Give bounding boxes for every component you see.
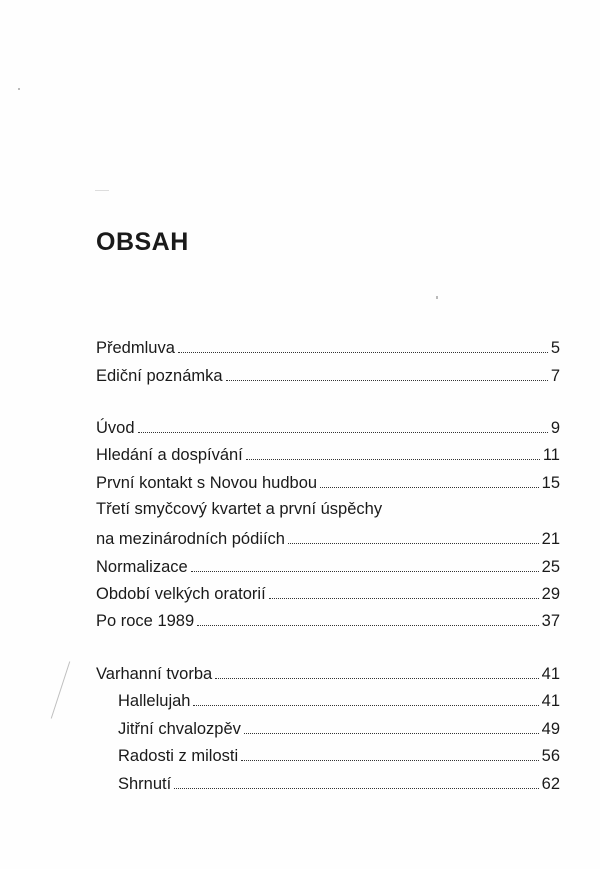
- dot-leader: [269, 598, 539, 599]
- toc-entry-page: 37: [541, 612, 560, 630]
- scan-speck: [436, 296, 438, 299]
- toc-subentry: [118, 744, 560, 766]
- toc-entry: [96, 364, 560, 386]
- toc-entry: [96, 416, 560, 438]
- toc-entry-label-line1: Třetí smyčcový kvartet a první úspěchy: [96, 500, 383, 518]
- toc-entry-page: 5: [550, 339, 560, 357]
- scan-speck: [95, 190, 109, 191]
- scan-speck: [18, 88, 20, 90]
- toc-entry-page: 56: [541, 747, 560, 765]
- toc-subentry: [118, 772, 560, 794]
- toc-entry-label: Období velkých oratorií: [96, 585, 266, 603]
- toc-entry-label: Úvod: [96, 419, 135, 437]
- toc-entry-label: Předmluva: [96, 339, 175, 357]
- dot-leader: [288, 543, 539, 544]
- toc-entry-label-line2: na mezinárodních pódiích: [96, 530, 285, 548]
- dot-leader: [246, 459, 540, 460]
- toc-entry: [96, 336, 560, 358]
- toc-entry-page: 41: [541, 665, 560, 683]
- toc-entry-page: 9: [550, 419, 560, 437]
- dot-leader: [174, 788, 538, 789]
- toc-entry: [96, 609, 560, 631]
- toc-entry-label: Jitřní chvalozpěv: [118, 720, 241, 738]
- scan-speck: [51, 661, 70, 718]
- dot-leader: [191, 571, 539, 572]
- toc-entry-label: Ediční poznámka: [96, 367, 223, 385]
- toc-entry: [96, 471, 560, 493]
- toc-entry: [96, 662, 560, 684]
- toc-entry-label: Varhanní tvorba: [96, 665, 213, 683]
- dot-leader: [197, 625, 538, 626]
- toc-entry-page: 11: [542, 446, 560, 464]
- toc-entry-label: Hallelujah: [118, 692, 191, 710]
- toc-entry: [96, 443, 560, 465]
- toc-entry: [96, 555, 560, 577]
- page-title: OBSAH: [96, 228, 189, 256]
- dot-leader: [320, 487, 539, 488]
- toc-entry-page: 49: [541, 720, 560, 738]
- toc-entry-page: 29: [541, 585, 560, 603]
- toc-entry: [96, 582, 560, 604]
- dot-leader: [178, 352, 548, 353]
- dot-leader: [193, 705, 538, 706]
- toc-entry-label: Normalizace: [96, 558, 188, 576]
- toc-entry: [96, 527, 560, 549]
- toc-entry-page: 25: [541, 558, 560, 576]
- toc-entry-page: 7: [550, 367, 560, 385]
- toc-subentry: [118, 689, 560, 711]
- toc-entry-page: 41: [541, 692, 560, 710]
- toc-entry-label: Po roce 1989: [96, 612, 195, 630]
- dot-leader: [241, 760, 539, 761]
- toc-subentry: [118, 717, 560, 739]
- toc-entry-page: 15: [541, 474, 560, 492]
- dot-leader: [226, 380, 548, 381]
- toc-entry-label: Shrnutí: [118, 775, 172, 793]
- dot-leader: [244, 733, 539, 734]
- toc-entry-label: Radosti z milosti: [118, 747, 239, 765]
- toc-entry-page: 21: [541, 530, 560, 548]
- dot-leader: [138, 432, 548, 433]
- toc-entry-label: První kontakt s Novou hudbou: [96, 474, 318, 492]
- dot-leader: [215, 678, 538, 679]
- toc-entry-page: 62: [541, 775, 560, 793]
- toc-entry-label: Hledání a dospívání: [96, 446, 243, 464]
